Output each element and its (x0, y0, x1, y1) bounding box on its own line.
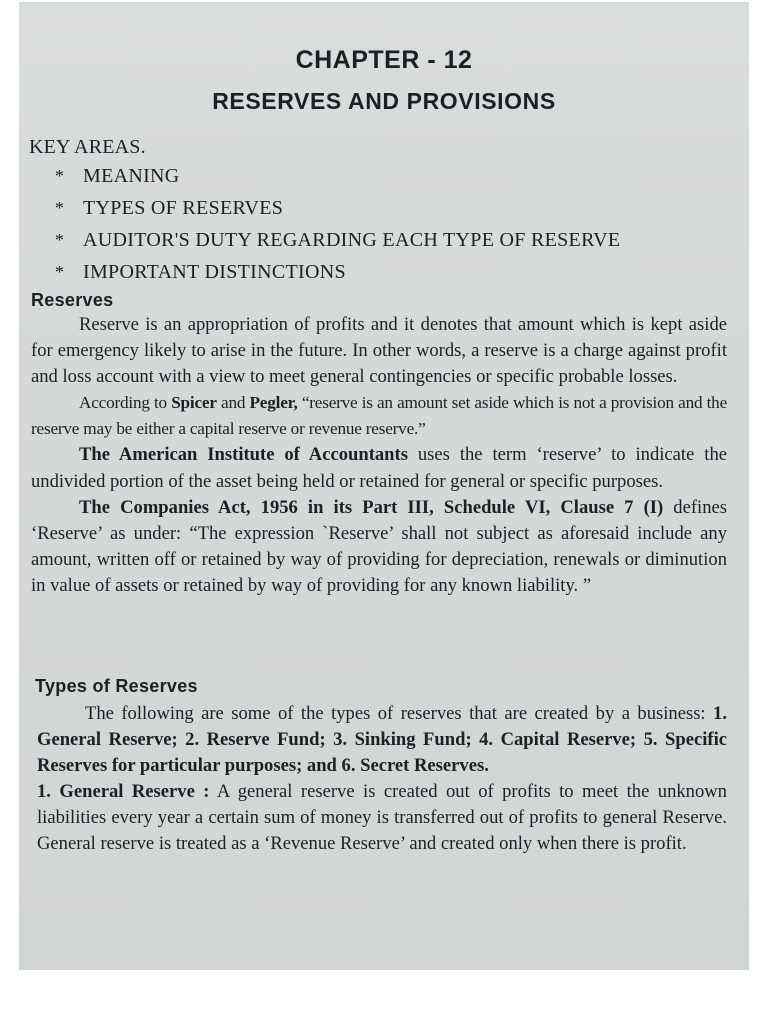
text-run: uses the term ‘reserve’ to indicate the undivided portion of the asset being held or retained for general or specific purposes. (31, 444, 727, 492)
general-reserve-label: 1. General Reserve : (37, 781, 210, 803)
reserves-paragraph-meaning: Reserve is an appropriation of profits and it denotes that amount which is kept aside for emergency likely to arise in the future. In other words, a reserve is a charge against profit and loss account with a view to meet general contingencies or specific probable losses. (31, 314, 727, 388)
types-paragraph-list (37, 701, 727, 779)
chapter-number: CHAPTER - 12 (295, 46, 473, 74)
types-section (37, 701, 727, 858)
institute-name: The American Institute of Accountants (79, 444, 408, 466)
bullet-star-icon: * (55, 262, 65, 282)
text-run: and (216, 393, 250, 413)
key-areas-list (55, 160, 620, 288)
text-run: A general reserve is created out of profits to meet the unknown liabilities every year a certain sum of money is transferred out of profits to general Reserve. General reserve is treated as a ‘Revenue Reserve’ and created only when there is profit. (37, 781, 727, 855)
key-area-item (55, 160, 620, 192)
key-area-label: IMPORTANT DISTINCTIONS (83, 261, 346, 283)
key-areas-heading: KEY AREAS. (29, 136, 146, 158)
quote-text: “reserve is an amount set aside which is not a provision and the reserve may be either a capital reserve or revenue reserve.” (31, 393, 727, 439)
bullet-star-icon: * (55, 166, 65, 186)
reserves-section (31, 312, 727, 599)
book-page (19, 2, 749, 970)
key-area-item (55, 256, 620, 288)
key-area-label: TYPES OF RESERVES (83, 197, 284, 219)
reserves-paragraph-spicer-pegler (31, 390, 727, 442)
reserves-paragraph-companies-act (31, 495, 727, 599)
text-run: According to (79, 393, 172, 413)
author-pegler: Pegler, (249, 393, 298, 413)
author-spicer: Spicer (171, 393, 217, 413)
reserves-heading: Reserves (31, 290, 114, 310)
bullet-star-icon: * (55, 230, 65, 250)
reserves-paragraph-aia (31, 442, 727, 494)
key-area-item (55, 224, 620, 256)
types-of-reserves-heading: Types of Reserves (35, 676, 198, 696)
text-run: The following are some of the types of reserves that are created by a business: (85, 703, 714, 724)
text-run: defines ‘Reserve’ as under: “The expression `Reserve’ shall not subject as aforesaid include any amount, written off or retained by way of providing for depreciation, renewals or diminution in value of assets or retained by way of providing for any known liability. ” (31, 496, 727, 596)
bullet-star-icon: * (55, 198, 65, 218)
key-area-label: MEANING (83, 165, 180, 187)
chapter-title: RESERVES AND PROVISIONS (212, 88, 556, 114)
act-reference: The Companies Act, 1956 in its Part III, Schedule VI, Clause 7 (I) (79, 496, 664, 518)
key-area-item (55, 192, 620, 224)
reserve-types-list: 1. General Reserve; 2. Reserve Fund; 3. Sinking Fund; 4. Capital Reserve; 5. Specific Reserves for particular purposes; and 6. Secret Reserves. (37, 703, 727, 777)
general-reserve-paragraph (37, 779, 727, 857)
key-area-label: AUDITOR'S DUTY REGARDING EACH TYPE OF RESERVE (83, 229, 621, 251)
